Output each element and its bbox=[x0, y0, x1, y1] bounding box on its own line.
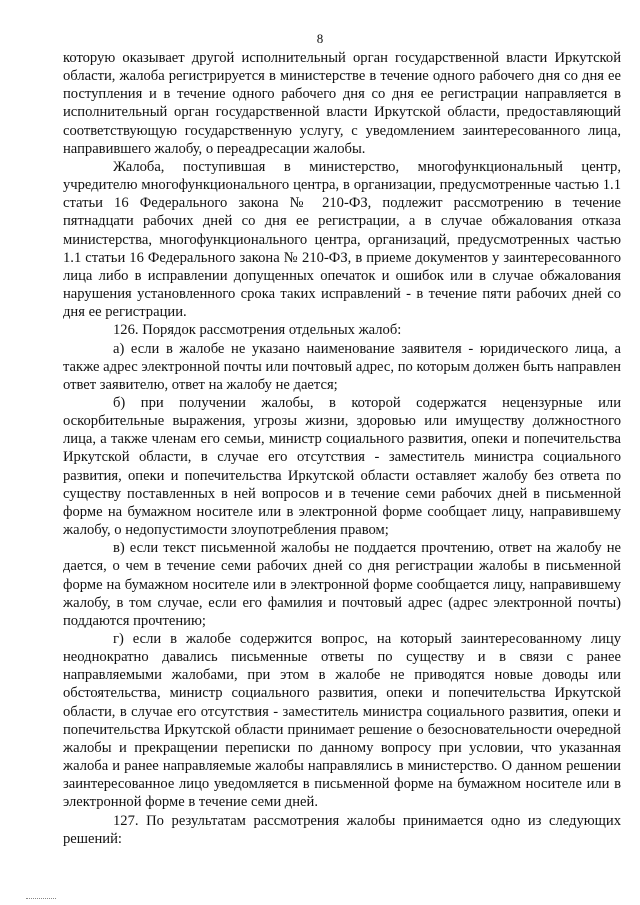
paragraph-126-a: а) если в жалобе не указано наименование заявителя - юридического лица, а также адрес электронной почты или почтовый адрес, по которым должен быть направлен ответ заявителю, ответ на жалобу не дается; bbox=[63, 340, 621, 393]
paragraph-continuation: которую оказывает другой исполнительный орган государственной власти Иркутской области, жалоба регистрируется в министерстве в течение одного рабочего дня со дня ее поступления и в течение одного рабочего дня со дня ее регистрации направляется в исполнительный орган государственной власти Иркутской области, предоставляющий соответствующую государственную услугу, с уведомлением заинтересованного лица, направившего жалобу, о переадресации жалобы. bbox=[63, 50, 621, 157]
paragraph-126-b: б) при получении жалобы, в которой содержатся нецензурные или оскорбительные выражения, угрозы жизни, здоровью или имуществу должностного лица, а также членам его семьи, министр социального развития, опеки и попечительства Иркутской области, в случае его отсутствия - заместитель министра социального развития, опеки и попечительства Иркутской области оставляет жалобу без ответа по существу поставленных в ней вопросов и в течение семи рабочих дней в письменной форме на бумажном носителе или в электронной форме сообщает лицу, направившему жалобу, о недопустимости злоупотребления правом; bbox=[63, 394, 621, 539]
paragraph-126-heading: 126. Порядок рассмотрения отдельных жалоб: bbox=[113, 322, 402, 339]
body-text bbox=[63, 49, 621, 848]
paragraph-126-v: в) если текст письменной жалобы не поддается прочтению, ответ на жалобу не дается, о чем в течение семи рабочих дней со дня регистрации жалобы в письменной форме на бумажном носителе или в электронной форме сообщается лицу, направившему жалобу, в том случае, если его фамилия и почтовый адрес (адрес электронной почты) поддаются прочтению; bbox=[63, 540, 621, 629]
paragraph-complaint-terms: Жалоба, поступившая в министерство, многофункциональный центр, учредителю многофункционального центра, в организации, предусмотренные частью 1.1 статьи 16 Федерального закона № 210-ФЗ, подлежит рассмотрению в течение пятнадцати рабочих дней со дня ее регистрации, а в случае обжалования отказа министерства, многофункционального центра, организаций, предусмотренных частью 1.1 статьи 16 Федерального закона № 210-ФЗ, в приеме документов у заинтересованного лица либо в исправлении допущенных опечаток и ошибок или в случае обжалования нарушения установленного срока таких исправлений - в течение пяти рабочих дней со дня ее регистрации. bbox=[63, 158, 621, 321]
paragraph-126-g: г) если в жалобе содержится вопрос, на который заинтересованному лицу неоднократно давались письменные ответы по существу и в связи с ранее направляемыми жалобами, при этом в жалобе не приводятся новые доводы или обстоятельства, министр социального развития, опеки и попечительства Иркутской области, в случае его отсутствия - заместитель министра социального развития, опеки и попечительства Иркутской области принимает решение о безосновательности очередной жалобы и прекращении переписки по данному вопросу при условии, что указанная жалоба и ранее направляемые жалобы направлялись в министерство. О данном решении заинтересованное лицо уведомляется в письменной форме на бумажном носителе или в электронной форме в течение семи дней. bbox=[63, 631, 621, 811]
paragraph-127: 127. По результатам рассмотрения жалобы принимается одно из следующих решений: bbox=[63, 812, 621, 847]
page-number: 8 bbox=[316, 31, 324, 46]
scan-mark bbox=[26, 898, 56, 899]
